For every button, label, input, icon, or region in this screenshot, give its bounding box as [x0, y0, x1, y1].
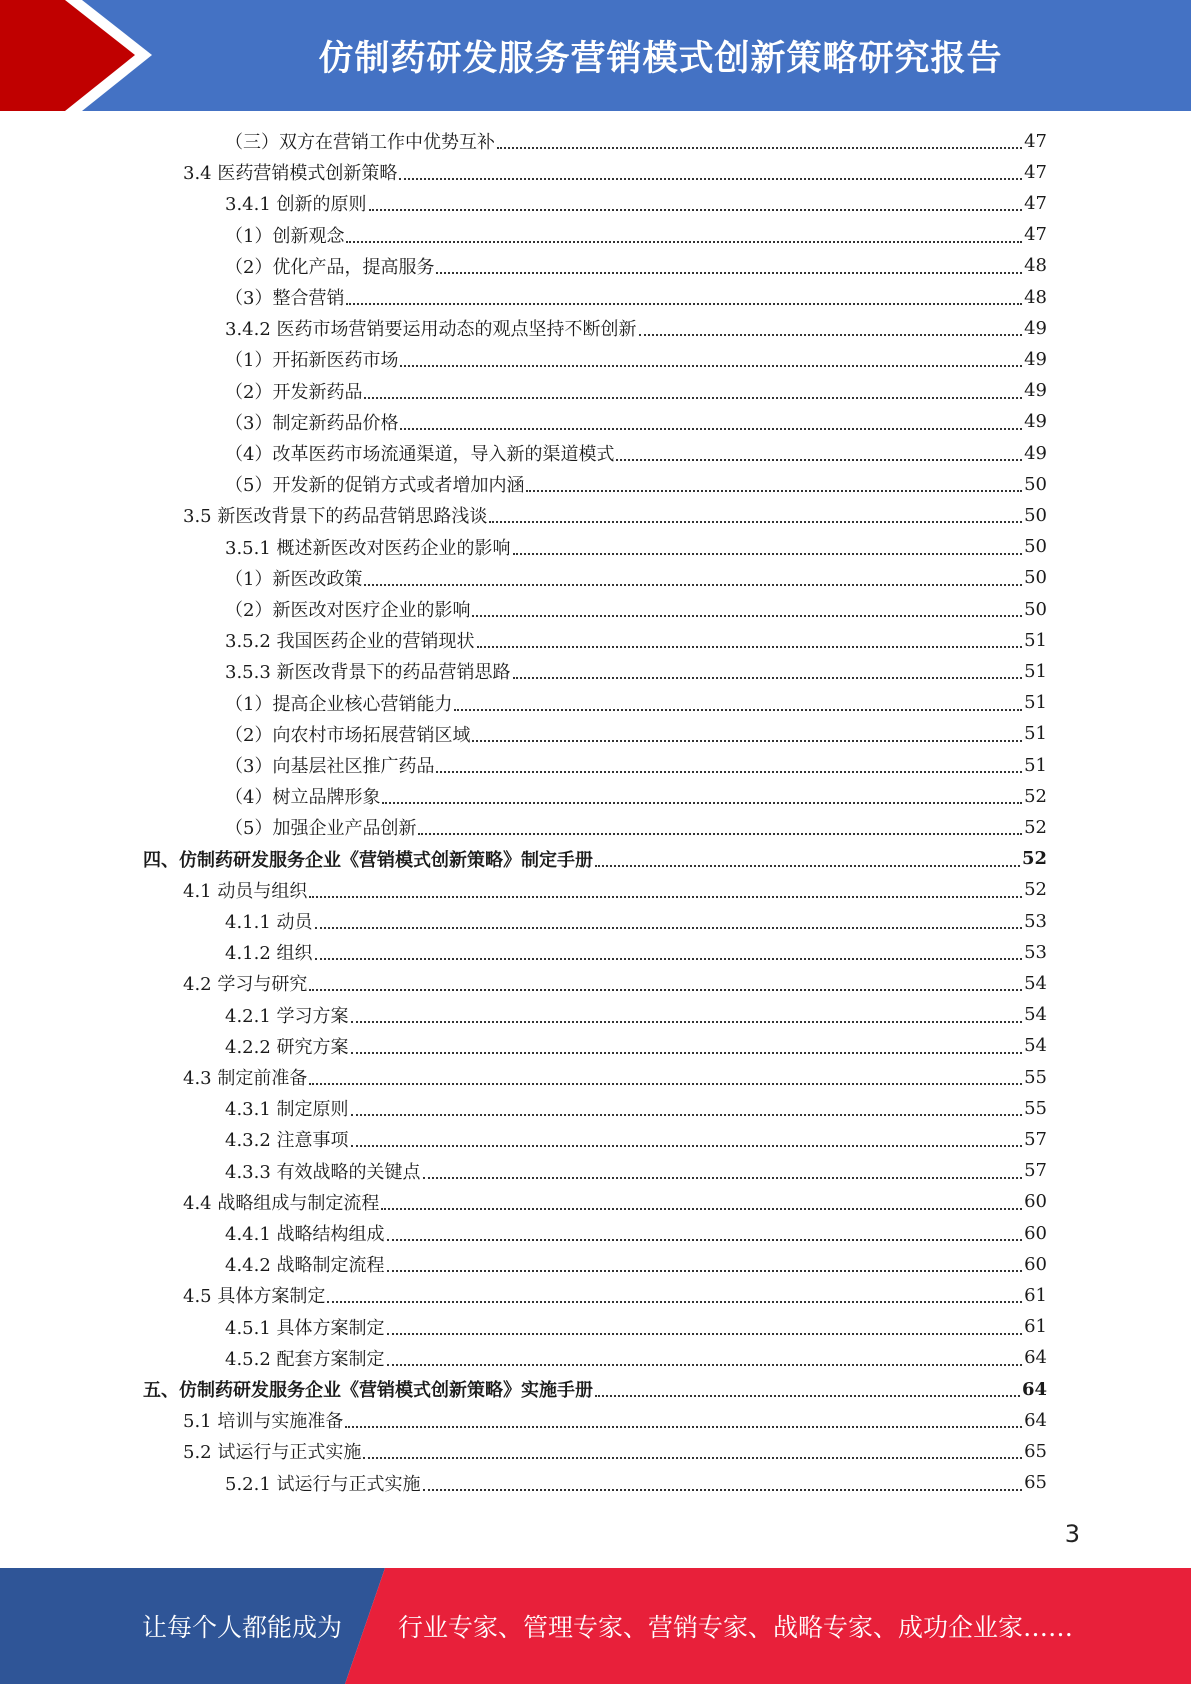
toc-entry[interactable] — [225, 1314, 1047, 1340]
toc-dot-leader — [423, 1489, 1023, 1491]
toc-entry-label: 4.1.2 组织 — [225, 943, 313, 965]
toc-entry-label: 4.2.1 学习方案 — [225, 1005, 349, 1027]
toc-entry-page: 64 — [1024, 1409, 1047, 1431]
toc-dot-leader — [489, 521, 1022, 523]
toc-dot-leader — [363, 1457, 1022, 1459]
toc-entry-page: 60 — [1024, 1222, 1047, 1244]
toc-entry-page: 49 — [1024, 380, 1047, 402]
toc-dot-leader — [436, 771, 1022, 773]
toc-entry-label: 五、仿制药研发服务企业《营销模式创新策略》实施手册 — [143, 1380, 593, 1401]
toc-dot-leader — [346, 241, 1022, 243]
toc-dot-leader — [364, 584, 1022, 586]
toc-entry-page: 53 — [1024, 910, 1047, 932]
toc-entry[interactable] — [225, 814, 1047, 840]
toc-entry-label: 4.5.2 配套方案制定 — [225, 1348, 385, 1370]
toc-entry-label: （5）加强企业产品创新 — [225, 818, 417, 840]
toc-entry-label: （1）创新观念 — [225, 225, 345, 247]
toc-entry[interactable] — [225, 1158, 1047, 1184]
toc-entry[interactable] — [225, 222, 1047, 248]
footer-slogan-left: 让每个人都能成为 — [142, 1613, 343, 1642]
toc-dot-leader — [513, 553, 1023, 555]
toc-dot-leader — [309, 896, 1022, 898]
toc-entry-page: 51 — [1024, 660, 1047, 682]
toc-dot-leader — [400, 365, 1022, 367]
toc-entry[interactable] — [225, 471, 1047, 497]
toc-entry-label: 3.5 新医改背景下的药品营销思路浅谈 — [183, 506, 488, 528]
toc-dot-leader — [497, 147, 1022, 149]
toc-entry-page: 51 — [1024, 629, 1047, 651]
toc-entry-label: 4.2.2 研究方案 — [225, 1036, 349, 1058]
toc-entry[interactable] — [225, 1251, 1047, 1277]
toc-entry-label: 4.5.1 具体方案制定 — [225, 1317, 385, 1339]
toc-entry[interactable] — [225, 1345, 1047, 1371]
toc-entry[interactable] — [225, 565, 1047, 591]
toc-dot-leader — [381, 1208, 1022, 1210]
toc-entry-label: 4.4.1 战略结构组成 — [225, 1224, 385, 1245]
toc-entry-page: 52 — [1021, 848, 1047, 870]
toc-entry[interactable] — [225, 783, 1047, 809]
toc-entry[interactable] — [225, 1095, 1047, 1121]
toc-entry[interactable] — [225, 1126, 1047, 1152]
toc-entry[interactable] — [225, 128, 1047, 154]
toc-entry-page: 50 — [1024, 473, 1047, 495]
toc-entry[interactable] — [225, 409, 1047, 435]
toc-dot-leader — [454, 709, 1022, 711]
toc-dot-leader — [472, 615, 1022, 617]
toc-entry-page: 54 — [1024, 972, 1047, 994]
toc-entry-label: （4）树立品牌形象 — [225, 787, 381, 809]
toc-entry-label: 4.2 学习与研究 — [183, 974, 308, 996]
toc-dot-leader — [327, 1301, 1022, 1303]
toc-dot-leader — [595, 1395, 1020, 1397]
toc-entry-page: 65 — [1024, 1472, 1047, 1494]
toc-entry[interactable] — [225, 284, 1047, 310]
toc-entry-label: 4.3 制定前准备 — [183, 1068, 308, 1089]
toc-dot-leader — [423, 1177, 1023, 1179]
toc-entry-page: 51 — [1024, 723, 1047, 745]
toc-entry-page: 50 — [1024, 504, 1047, 526]
toc-entry-label: 4.4 战略组成与制定流程 — [183, 1192, 380, 1214]
toc-entry-page: 51 — [1024, 692, 1047, 714]
toc-dot-leader — [477, 646, 1023, 648]
toc-entry-label: 5.1 培训与实施准备 — [183, 1411, 344, 1433]
toc-dot-leader — [369, 209, 1023, 211]
toc-entry[interactable] — [225, 346, 1047, 372]
toc-entry-page: 60 — [1024, 1191, 1047, 1213]
toc-entry[interactable] — [225, 534, 1047, 560]
toc-entry[interactable] — [225, 1470, 1047, 1496]
toc-entry-label: 5.2.1 试运行与正式实施 — [225, 1473, 421, 1495]
toc-dot-leader — [351, 1021, 1023, 1023]
toc-entry[interactable] — [225, 1033, 1047, 1059]
toc-entry-page: 49 — [1024, 442, 1047, 464]
toc-entry[interactable] — [143, 846, 1047, 872]
toc-entry-label: （3）向基层社区推广药品 — [225, 756, 435, 777]
toc-entry-page: 54 — [1024, 1004, 1047, 1026]
toc-entry-label: 3.4.1 创新的原则 — [225, 194, 367, 216]
toc-entry-page: 50 — [1024, 536, 1047, 558]
toc-entry-page: 50 — [1024, 598, 1047, 620]
toc-entry[interactable] — [225, 378, 1047, 404]
toc-dot-leader — [400, 428, 1022, 430]
toc-entry-page: 52 — [1024, 879, 1047, 901]
toc-entry[interactable] — [143, 1376, 1047, 1402]
toc-dot-leader — [382, 802, 1022, 804]
toc-entry-label: 3.4.2 医药市场营销要运用动态的观点坚持不断创新 — [225, 319, 637, 341]
toc-dot-leader — [315, 958, 1023, 960]
toc-entry-page: 64 — [1021, 1378, 1047, 1400]
toc-entry-label: （2）优化产品，提高服务 — [225, 256, 435, 278]
toc-entry-page: 53 — [1024, 941, 1047, 963]
toc-entry-label: （3）制定新药品价格 — [225, 412, 399, 434]
toc-dot-leader — [351, 1052, 1023, 1054]
toc-entry-label: 4.5 具体方案制定 — [183, 1286, 326, 1308]
toc-dot-leader — [387, 1239, 1023, 1241]
toc-entry[interactable] — [183, 1407, 1047, 1433]
footer-slogan-right: 行业专家、管理专家、营销专家、战略专家、成功企业家…… — [398, 1613, 1074, 1642]
toc-entry[interactable] — [183, 877, 1047, 903]
toc-entry[interactable] — [225, 690, 1047, 716]
toc-entry-page: 61 — [1024, 1316, 1047, 1338]
toc-entry-label: （2）向农村市场拓展营销区域 — [225, 724, 471, 746]
toc-entry-page: 60 — [1024, 1253, 1047, 1275]
toc-entry[interactable] — [225, 939, 1047, 965]
toc-entry[interactable] — [225, 721, 1047, 747]
toc-entry-page: 65 — [1024, 1440, 1047, 1462]
toc-entry-page: 57 — [1024, 1160, 1047, 1182]
toc-entry-page: 52 — [1024, 816, 1047, 838]
toc-entry[interactable] — [183, 1189, 1047, 1215]
toc-entry-label: （2）开发新药品 — [225, 381, 363, 403]
toc-entry-page: 61 — [1024, 1284, 1047, 1306]
toc-entry[interactable] — [225, 1220, 1047, 1246]
toc-entry-page: 52 — [1024, 785, 1047, 807]
toc-entry-label: 4.3.2 注意事项 — [225, 1130, 349, 1152]
toc-entry-label: 3.5.1 概述新医改对医药企业的影响 — [225, 537, 511, 559]
toc-dot-leader — [387, 1270, 1023, 1272]
toc-entry-page: 51 — [1024, 754, 1047, 776]
toc-dot-leader — [418, 833, 1022, 835]
page-footer — [0, 1568, 1191, 1684]
toc-entry-label: 3.5.3 新医改背景下的药品营销思路 — [225, 662, 511, 684]
toc-entry-page: 49 — [1024, 348, 1047, 370]
toc-entry-label: 4.3.3 有效战略的关键点 — [225, 1161, 421, 1183]
toc-dot-leader — [387, 1364, 1023, 1366]
toc-entry-page: 47 — [1024, 161, 1047, 183]
toc-entry[interactable] — [225, 596, 1047, 622]
toc-entry-page: 48 — [1024, 286, 1047, 308]
toc-entry[interactable] — [225, 752, 1047, 778]
toc-dot-leader — [309, 989, 1022, 991]
toc-entry-label: （3）整合营销 — [225, 288, 345, 309]
toc-entry-label: 4.4.2 战略制定流程 — [225, 1255, 385, 1277]
toc-dot-leader — [639, 334, 1023, 336]
toc-entry-page: 47 — [1024, 130, 1047, 152]
toc-dot-leader — [345, 1426, 1022, 1428]
toc-entry-page: 47 — [1024, 192, 1047, 214]
toc-entry-label: （4）改革医药市场流通渠道，导入新的渠道模式 — [225, 444, 615, 465]
page-header — [0, 0, 1191, 111]
toc-dot-leader — [351, 1145, 1023, 1147]
toc-entry-label: 3.5.2 我国医药企业的营销现状 — [225, 631, 475, 653]
toc-dot-leader — [315, 927, 1023, 929]
toc-entry[interactable] — [225, 658, 1047, 684]
toc-entry[interactable] — [183, 1064, 1047, 1090]
toc-dot-leader — [526, 490, 1022, 492]
toc-entry-page: 49 — [1024, 317, 1047, 339]
toc-entry-page: 49 — [1024, 411, 1047, 433]
toc-entry-label: （1）开拓新医药市场 — [225, 350, 399, 372]
toc-dot-leader — [309, 1083, 1022, 1085]
toc-entry-label: 3.4 医药营销模式创新策略 — [183, 163, 398, 185]
toc-entry-page: 48 — [1024, 255, 1047, 277]
toc-entry[interactable] — [225, 440, 1047, 466]
toc-entry[interactable] — [225, 627, 1047, 653]
toc-entry[interactable] — [183, 159, 1047, 185]
toc-entry-label: 4.3.1 制定原则 — [225, 1099, 349, 1121]
toc-dot-leader — [595, 865, 1020, 867]
toc-dot-leader — [346, 303, 1022, 305]
toc-entry[interactable] — [225, 253, 1047, 279]
toc-dot-leader — [364, 397, 1022, 399]
toc-dot-leader — [387, 1333, 1023, 1335]
toc-dot-leader — [513, 677, 1023, 679]
page-number: 3 — [1064, 1520, 1080, 1548]
toc-entry-page: 57 — [1024, 1128, 1047, 1150]
toc-entry-page: 54 — [1024, 1035, 1047, 1057]
toc-entry-page: 50 — [1024, 567, 1047, 589]
toc-entry[interactable] — [183, 1282, 1047, 1308]
toc-entry-label: （2）新医改对医疗企业的影响 — [225, 600, 471, 621]
toc-entry-page: 55 — [1024, 1097, 1047, 1119]
toc-entry-label: 4.1.1 动员 — [225, 912, 313, 933]
toc-dot-leader — [472, 740, 1022, 742]
toc-entry[interactable] — [183, 502, 1047, 528]
toc-entry-label: 5.2 试运行与正式实施 — [183, 1442, 362, 1464]
toc-entry-label: 四、仿制药研发服务企业《营销模式创新策略》制定手册 — [143, 849, 593, 871]
toc-entry-label: （5）开发新的促销方式或者增加内涵 — [225, 475, 525, 497]
toc-dot-leader — [436, 272, 1022, 274]
toc-entry-label: 4.1 动员与组织 — [183, 880, 308, 902]
toc-entry-page: 55 — [1024, 1066, 1047, 1088]
toc-entry-page: 64 — [1024, 1347, 1047, 1369]
document-title: 仿制药研发服务营销模式创新策略研究报告 — [318, 38, 1003, 79]
toc-entry-label: （1）提高企业核心营销能力 — [225, 693, 453, 715]
toc-entry[interactable] — [225, 190, 1047, 216]
toc-entry[interactable] — [225, 315, 1047, 341]
toc-entry[interactable] — [225, 1002, 1047, 1028]
toc-dot-leader — [399, 178, 1022, 180]
toc-dot-leader — [351, 1114, 1023, 1116]
toc-dot-leader — [616, 459, 1022, 461]
toc-entry-label: （三）双方在营销工作中优势互补 — [225, 132, 495, 153]
toc-entry[interactable] — [183, 970, 1047, 996]
toc-entry[interactable] — [183, 1438, 1047, 1464]
toc-entry-label: （1）新医改政策 — [225, 568, 363, 590]
toc-entry-page: 47 — [1024, 224, 1047, 246]
toc-entry[interactable] — [225, 908, 1047, 934]
